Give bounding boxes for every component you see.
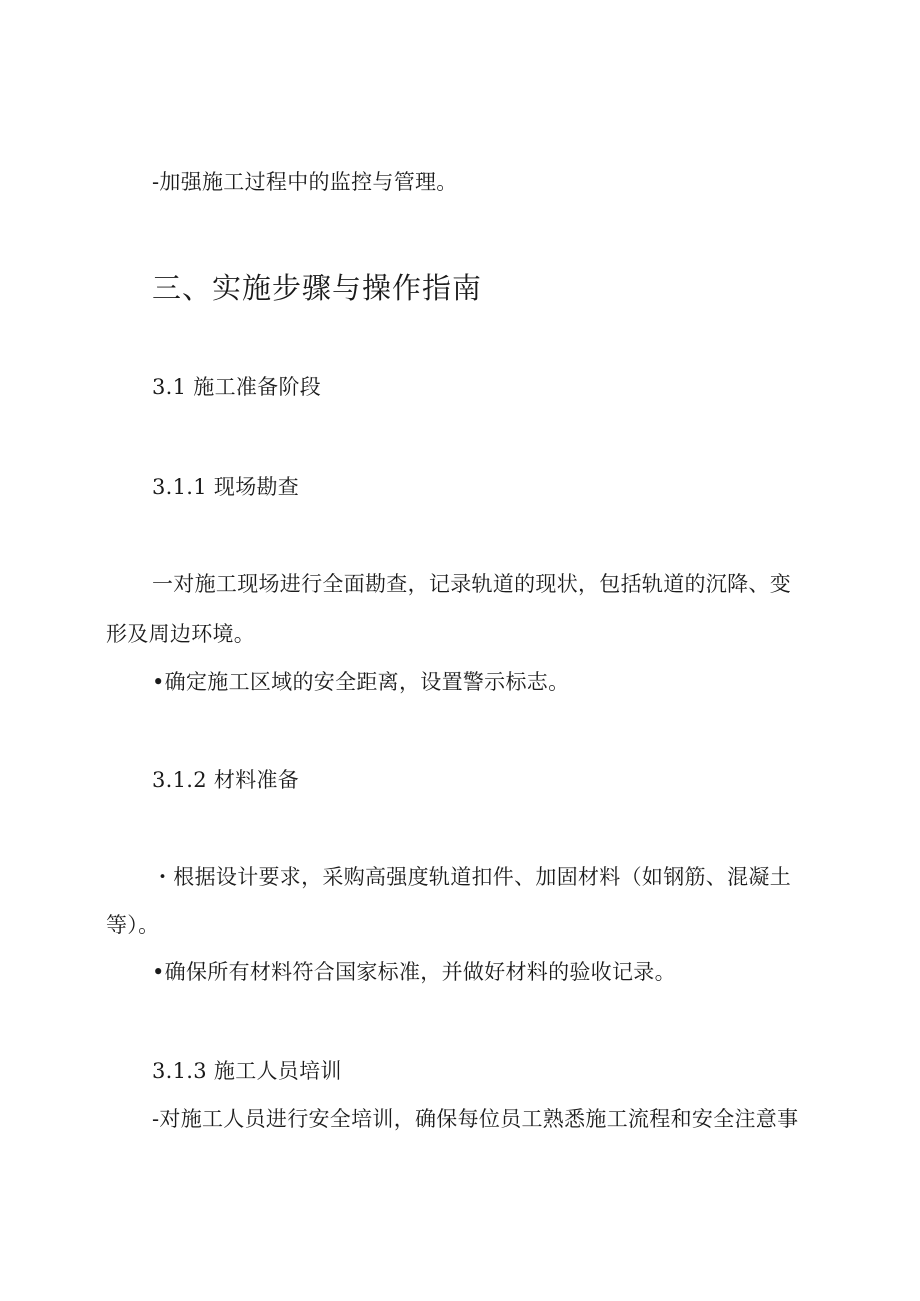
bullet-material-standards: •确保所有材料符合国家标准，并做好材料的验收记录。 bbox=[152, 960, 676, 984]
bullet-monitoring-management: -加强施工过程中的监控与管理。 bbox=[152, 170, 458, 194]
heading-3-1: 3.1 施工准备阶段 bbox=[152, 375, 322, 399]
paragraph-site-survey-line2: 形及周边环境。 bbox=[106, 622, 256, 646]
heading-3-1-3: 3.1.3 施工人员培训 bbox=[152, 1059, 342, 1083]
paragraph-site-survey-line1: 一对施工现场进行全面勘查，记录轨道的现状，包括轨道的沉降、变 bbox=[152, 572, 791, 596]
bullet-procure-materials-line1: ・根据设计要求，采购高强度轨道扣件、加固材料（如钢筋、混凝土 bbox=[152, 865, 791, 889]
heading-3-1-2: 3.1.2 材料准备 bbox=[152, 768, 300, 792]
bullet-safety-distance: •确定施工区域的安全距离，设置警示标志。 bbox=[152, 670, 570, 694]
section-title: 三、实施步骤与操作指南 bbox=[152, 271, 483, 305]
bullet-staff-training: -对施工人员进行安全培训，确保每位员工熟悉施工流程和安全注意事 bbox=[152, 1107, 799, 1131]
heading-3-1-1: 3.1.1 现场勘查 bbox=[152, 475, 300, 499]
bullet-procure-materials-line2: 等）。 bbox=[106, 913, 160, 937]
